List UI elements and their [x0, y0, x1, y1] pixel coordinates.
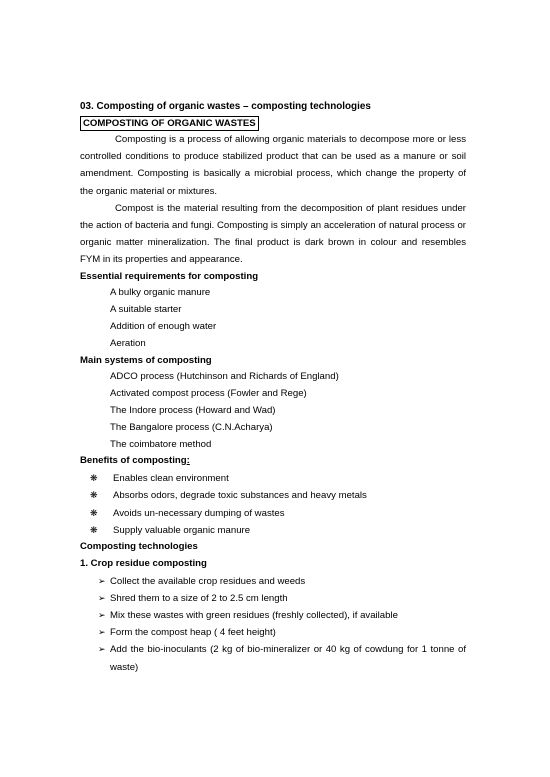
star-bullet-icon: ❋ — [90, 473, 98, 484]
document-body — [80, 99, 466, 676]
systems-list — [80, 369, 466, 453]
benefits-heading-text: Benefits of composting — [80, 455, 187, 467]
document-title: 03. Composting of organic wastes – composting technologies — [80, 101, 371, 112]
benefits-heading — [80, 453, 466, 470]
list-item-text: Absorbs odors, degrade toxic substances and heavy metals — [113, 490, 367, 502]
list-item — [80, 590, 466, 607]
list-item: The Bangalore process (C.N.Acharya) — [110, 421, 273, 433]
list-item — [80, 522, 466, 539]
arrow-bullet-icon: ➢ — [98, 575, 106, 586]
list-item-text: Collect the available crop residues and weeds — [110, 575, 306, 587]
list-item — [80, 470, 466, 487]
list-item — [80, 641, 466, 675]
systems-heading: Main systems of composting — [80, 354, 212, 366]
section-title: COMPOSTING OF ORGANIC WASTES — [80, 116, 259, 131]
list-item: Activated compost process (Fowler and Rege) — [110, 388, 307, 400]
benefits-heading-colon: : — [186, 455, 190, 467]
list-item-text: Mix these wastes with green residues (freshly collected), if available — [110, 610, 398, 621]
star-bullet-icon: ❋ — [90, 490, 98, 501]
list-item: A suitable starter — [110, 304, 182, 316]
list-item — [80, 505, 466, 522]
paragraph-2: Compost is the material resulting from the decomposition of plant residues under the action of bacteria and fungi. Composting is simply an acceleration of natural process or organic matter mineralization. The final product is dark brown in colour and resembles FYM in its properties and appearance. — [80, 202, 466, 266]
star-bullet-icon: ❋ — [90, 524, 98, 535]
list-item — [80, 607, 466, 624]
list-item — [80, 624, 466, 641]
star-bullet-icon: ❋ — [90, 507, 98, 518]
list-item-text: Form the compost heap ( 4 feet height) — [110, 627, 276, 639]
list-item — [80, 487, 466, 504]
benefits-list — [80, 470, 466, 539]
crop-residue-subheading: 1. Crop residue composting — [80, 557, 207, 569]
crop-residue-steps — [80, 573, 466, 676]
list-item: A bulky organic manure — [110, 287, 211, 299]
requirements-heading: Essential requirements for composting — [80, 270, 259, 282]
list-item-text: Supply valuable organic manure — [113, 524, 251, 536]
list-item: The Indore process (Howard and Wad) — [110, 405, 276, 416]
arrow-bullet-icon: ➢ — [98, 610, 106, 620]
list-item-text: Avoids un-necessary dumping of wastes — [113, 507, 285, 519]
list-item: ADCO process (Hutchinson and Richards of England) — [110, 371, 339, 383]
paragraph-1: Composting is a process of allowing organic materials to decompose more or less controlled conditions to produce stabilized product that can be used as a manure or soil amendment. Composting is basically a microbial process, which change the property of the organic material or mixtures. — [80, 134, 466, 197]
list-item: Aeration — [110, 337, 146, 349]
list-item — [80, 573, 466, 590]
list-item-text: Enables clean environment — [113, 473, 229, 485]
list-item: The coimbatore method — [110, 438, 212, 450]
arrow-bullet-icon: ➢ — [98, 627, 106, 638]
arrow-bullet-icon: ➢ — [98, 644, 106, 655]
section-title-wrapper — [80, 115, 466, 131]
arrow-bullet-icon: ➢ — [98, 592, 106, 603]
list-item-text: Shred them to a size of 2 to 2.5 cm length — [110, 592, 288, 604]
list-item-text: Add the bio-inoculants (2 kg of bio-mineralizer or 40 kg of cowdung for 1 tonne of waste) — [110, 644, 466, 673]
technologies-heading: Composting technologies — [80, 541, 198, 552]
list-item: Addition of enough water — [110, 321, 217, 333]
requirements-list — [80, 285, 466, 352]
